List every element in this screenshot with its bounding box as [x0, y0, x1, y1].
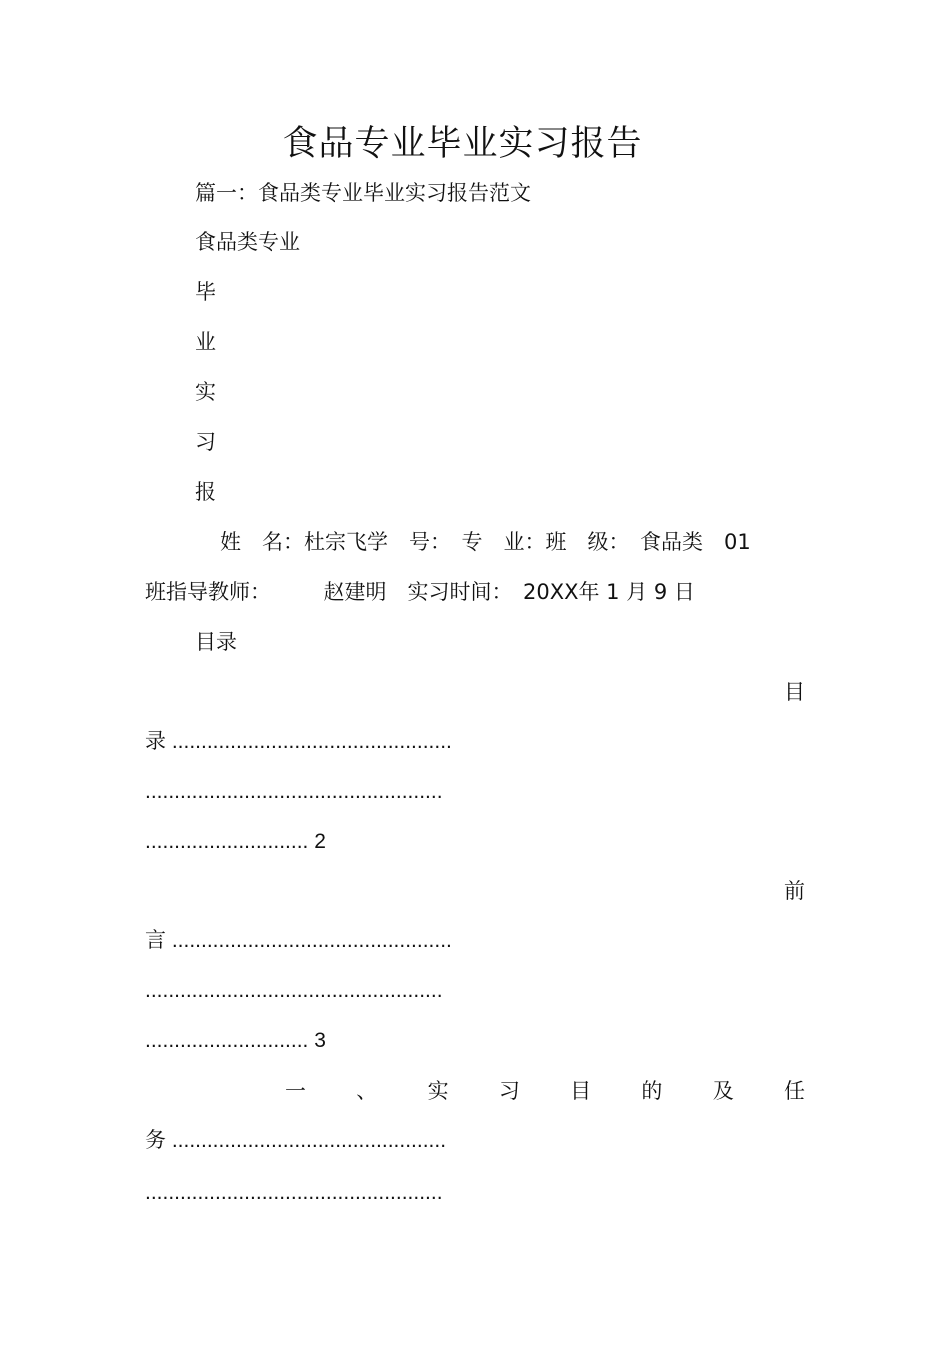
advisor-info-line: 班指导教师： 赵建明 实习时间： 20XX年 1 月 9 日: [145, 580, 695, 604]
cover-line: 食品类专业: [195, 230, 300, 254]
toc-spread-char: 目: [570, 1079, 592, 1103]
cover-line: 业: [195, 330, 216, 354]
document-title: 食品专业毕业实习报告: [282, 124, 643, 164]
toc-spread-char: 、: [356, 1079, 378, 1103]
document-subtitle: 篇一：食品类专业毕业实习报告范文: [195, 181, 531, 205]
toc-entry-char: 目: [784, 680, 805, 704]
toc-spread-char: 及: [712, 1079, 734, 1103]
toc-leader-dots: ...................................................: [145, 780, 443, 803]
toc-heading: 目录: [195, 630, 237, 654]
toc-entry-line: 言 ................................................: [145, 929, 452, 952]
toc-spread-char: 的: [641, 1079, 663, 1103]
toc-leader-dots: ...................................................: [145, 1181, 443, 1204]
cover-line: 实: [195, 380, 216, 404]
toc-leader-dots: ...................................................: [145, 979, 443, 1002]
toc-page-number: ............................ 3: [145, 1029, 326, 1052]
toc-spread-char: 习: [498, 1079, 520, 1103]
student-info-line: 姓 名：杜宗飞学 号： 专 业：班 级： 食品类 01: [220, 530, 751, 554]
toc-entry-spread: [285, 1078, 805, 1104]
cover-line: 毕: [195, 280, 216, 304]
toc-entry-line: 务 ...............................................: [145, 1129, 447, 1152]
cover-line: 习: [195, 430, 216, 454]
cover-line: 报: [195, 480, 216, 504]
toc-spread-char: 一: [285, 1079, 306, 1103]
toc-entry-char: 前: [784, 879, 805, 903]
toc-entry-line: 录 ................................................: [145, 730, 452, 753]
toc-spread-char: 实: [427, 1079, 449, 1103]
toc-spread-char: 任: [783, 1079, 805, 1103]
toc-page-number: ............................ 2: [145, 830, 326, 853]
